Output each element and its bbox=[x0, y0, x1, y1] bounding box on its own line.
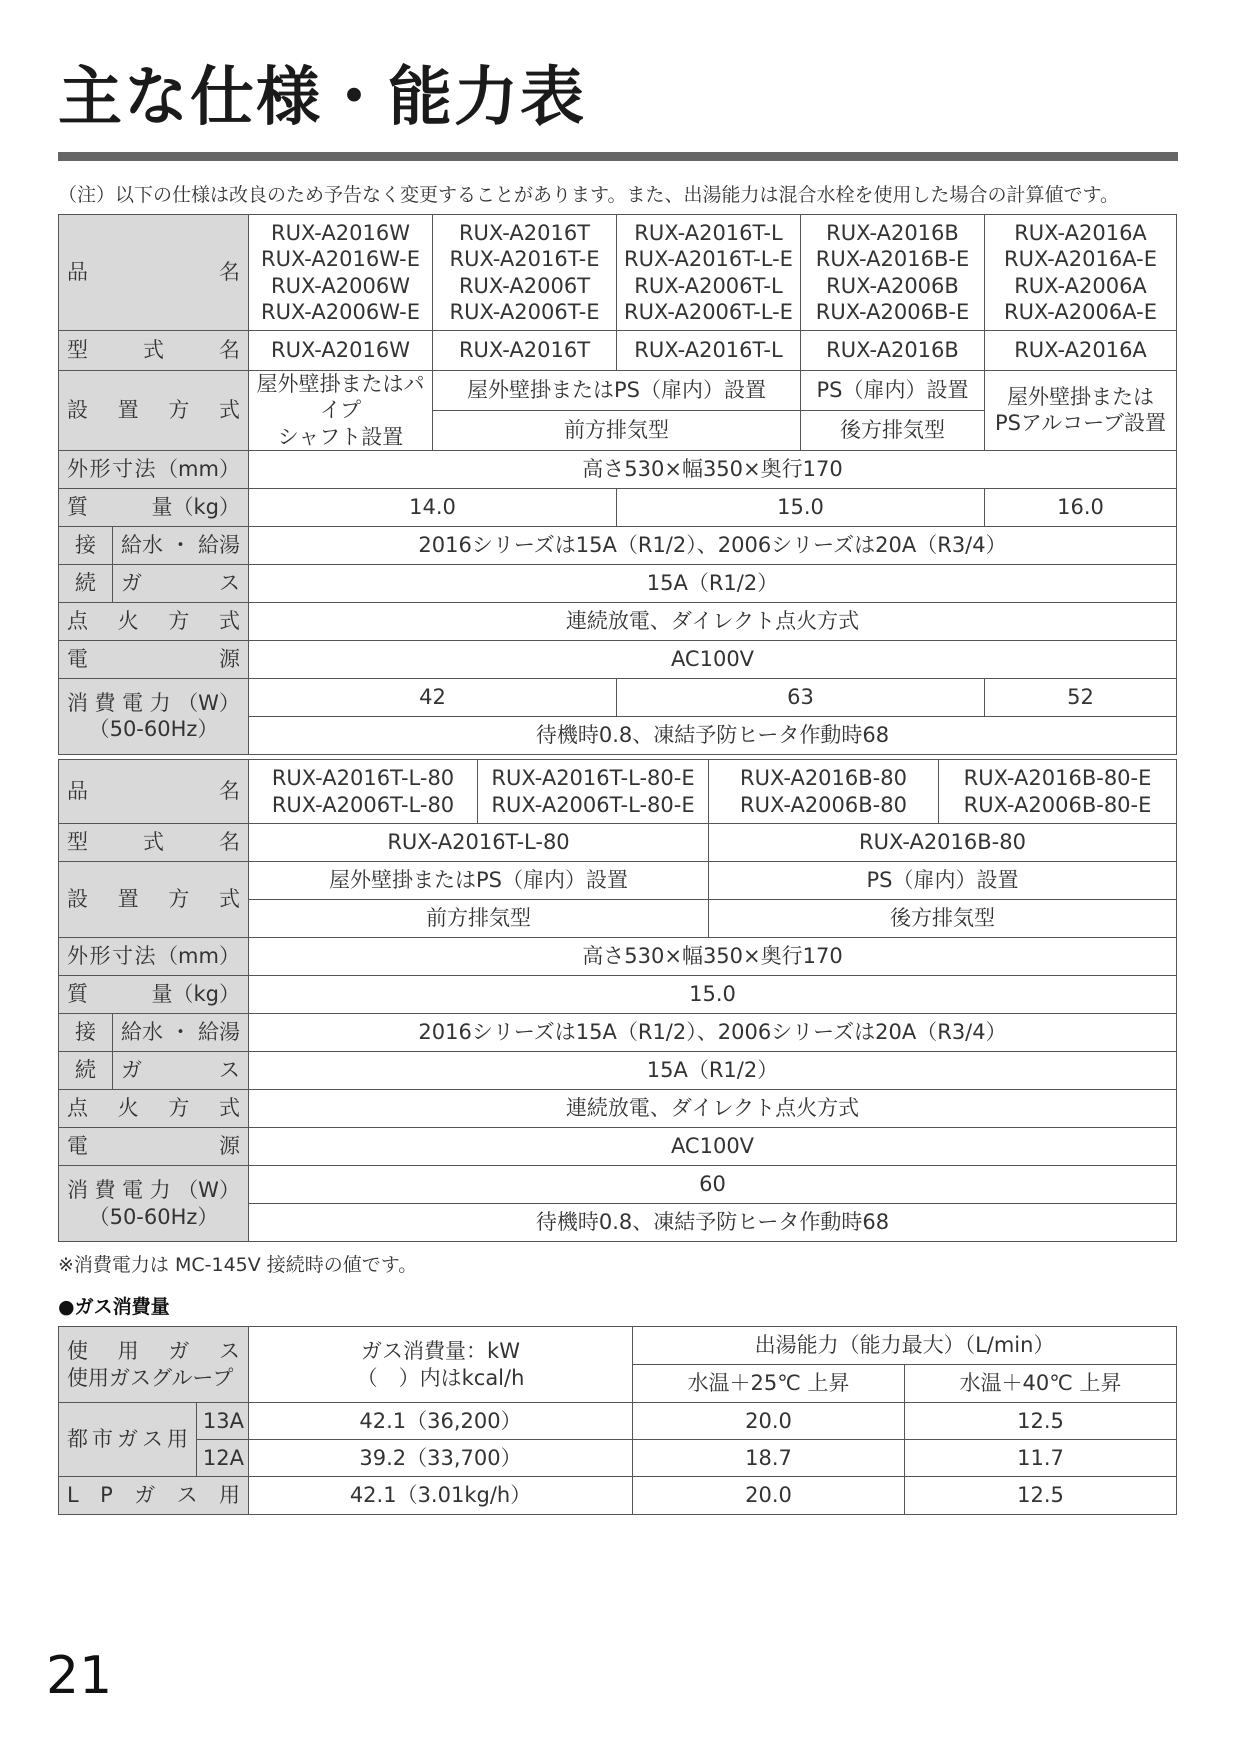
table-row bbox=[59, 1403, 1177, 1440]
dimensions: 高さ530×幅350×奥行170 bbox=[249, 938, 1177, 976]
weight: 16.0 bbox=[985, 488, 1177, 526]
ignition: 連続放電、ダイレクト点火方式 bbox=[249, 1090, 1177, 1128]
table-row bbox=[59, 488, 1177, 526]
table-row bbox=[59, 1327, 1177, 1365]
capacity-40: 11.7 bbox=[905, 1440, 1177, 1477]
label-katashiki: 型 式 名 bbox=[59, 824, 249, 862]
spec-table-main bbox=[58, 214, 1177, 755]
table-row bbox=[59, 678, 1177, 716]
weight: 14.0 bbox=[249, 488, 617, 526]
footnote: ※消費電力は MC-145V 接続時の値です。 bbox=[58, 1254, 418, 1276]
label-gas: ガ ス bbox=[113, 564, 249, 602]
title-rule bbox=[58, 152, 1178, 161]
label-sunpo: 外 形 寸 法 （mm） bbox=[59, 938, 249, 976]
label-toshi-gas: 都 市 ガ ス 用 bbox=[59, 1403, 197, 1477]
exhaust-rear: 後方排気型 bbox=[801, 410, 985, 450]
install-b: PS（扉内）設置 bbox=[801, 371, 985, 411]
label-setchi: 設 置 方 式 bbox=[59, 862, 249, 938]
capacity-25: 20.0 bbox=[633, 1403, 905, 1440]
table-row bbox=[59, 976, 1177, 1014]
spec-table-80 bbox=[58, 759, 1177, 1242]
table-row bbox=[59, 1166, 1177, 1204]
spec-note: （注）以下の仕様は改良のため予告なく変更することがあります。また、出湯能力は混合水栓を使用した場合の計算値です。 bbox=[58, 184, 1119, 206]
table-row bbox=[59, 526, 1177, 564]
model-names: RUX-A2016T-L-80 RUX-A2006T-L-80 bbox=[249, 760, 478, 824]
label-zoku: 続 bbox=[59, 1052, 113, 1090]
model-names-t: RUX-A2016T RUX-A2016T-E RUX-A2006T RUX-A2006T-E bbox=[433, 215, 617, 331]
type-name: RUX-A2016T-L bbox=[617, 331, 801, 371]
install-method: PS（扉内）設置 bbox=[709, 862, 1177, 900]
label-sunpo: 外 形 寸 法 （mm） bbox=[59, 450, 249, 488]
exhaust-front: 前方排気型 bbox=[249, 900, 709, 938]
label-setsu: 接 bbox=[59, 526, 113, 564]
water-connection: 2016シリーズは15A（R1/2）、2006シリーズは20A（R3/4） bbox=[249, 526, 1177, 564]
exhaust-front: 前方排気型 bbox=[433, 410, 801, 450]
install-w: 屋外壁掛またはパイプ シャフト設置 bbox=[249, 371, 433, 451]
install-a: 屋外壁掛または PSアルコーブ設置 bbox=[985, 371, 1177, 451]
gas-kw: 42.1（36,200） bbox=[249, 1403, 633, 1440]
install-t: 屋外壁掛またはPS（扉内）設置 bbox=[433, 371, 801, 411]
model-names: RUX-A2016B-80-E RUX-A2006B-80-E bbox=[939, 760, 1177, 824]
type-name: RUX-A2016B-80 bbox=[709, 824, 1177, 862]
table-row bbox=[59, 760, 1177, 824]
table-row bbox=[59, 1052, 1177, 1090]
table-row bbox=[59, 862, 1177, 900]
dimensions: 高さ530×幅350×奥行170 bbox=[249, 450, 1177, 488]
table-row bbox=[59, 371, 1177, 411]
weight: 15.0 bbox=[617, 488, 985, 526]
weight: 15.0 bbox=[249, 976, 1177, 1014]
table-row bbox=[59, 1477, 1177, 1515]
model-names-a: RUX-A2016A RUX-A2016A-E RUX-A2006A RUX-A2006A-E bbox=[985, 215, 1177, 331]
label-gas: ガ ス bbox=[113, 1052, 249, 1090]
capacity-40: 12.5 bbox=[905, 1403, 1177, 1440]
power-source: AC100V bbox=[249, 640, 1177, 678]
table-row bbox=[59, 331, 1177, 371]
model-names: RUX-A2016B-80 RUX-A2006B-80 bbox=[709, 760, 939, 824]
head-25: 水温＋25℃ 上昇 bbox=[633, 1365, 905, 1403]
gas-connection: 15A（R1/2） bbox=[249, 1052, 1177, 1090]
power-consumption: 60 bbox=[249, 1166, 1177, 1204]
model-names-b: RUX-A2016B RUX-A2016B-E RUX-A2006B RUX-A2006B-E bbox=[801, 215, 985, 331]
label-kyusui: 給水 ・ 給湯 bbox=[113, 526, 249, 564]
head-40: 水温＋40℃ 上昇 bbox=[905, 1365, 1177, 1403]
standby-power: 待機時0.8、凍結予防ヒータ作動時68 bbox=[249, 716, 1177, 754]
label-shohi: 消 費 電 力 （W） （50-60Hz） bbox=[59, 678, 249, 754]
standby-power: 待機時0.8、凍結予防ヒータ作動時68 bbox=[249, 1204, 1177, 1242]
head-consumption: ガス消費量：kW （ ）内はkcal/h bbox=[249, 1327, 633, 1403]
table-row bbox=[59, 602, 1177, 640]
label-setchi: 設 置 方 式 bbox=[59, 371, 249, 451]
type-name: RUX-A2016A bbox=[985, 331, 1177, 371]
label-lp-gas: L P ガ ス 用 bbox=[59, 1477, 249, 1515]
capacity-40: 12.5 bbox=[905, 1477, 1177, 1515]
power-consumption: 52 bbox=[985, 678, 1177, 716]
table-row bbox=[59, 215, 1177, 331]
power-source: AC100V bbox=[249, 1128, 1177, 1166]
gas-kw: 42.1（3.01kg/h） bbox=[249, 1477, 633, 1515]
label-setsu: 接 bbox=[59, 1014, 113, 1052]
exhaust-rear: 後方排気型 bbox=[709, 900, 1177, 938]
table-row bbox=[59, 450, 1177, 488]
label-gas-type: 使 用 ガ ス 使用ガスグループ bbox=[59, 1327, 249, 1403]
label-shitsuryo: 質 量（kg） bbox=[59, 488, 249, 526]
label-zoku: 続 bbox=[59, 564, 113, 602]
label-dengen: 電 源 bbox=[59, 640, 249, 678]
gas-consumption-table bbox=[58, 1326, 1177, 1515]
label-tenka: 点 火 方 式 bbox=[59, 1090, 249, 1128]
table-row bbox=[59, 1128, 1177, 1166]
gas-group-12a: 12A bbox=[197, 1440, 249, 1477]
model-names: RUX-A2016T-L-80-E RUX-A2006T-L-80-E bbox=[478, 760, 709, 824]
power-consumption: 63 bbox=[617, 678, 985, 716]
ignition: 連続放電、ダイレクト点火方式 bbox=[249, 602, 1177, 640]
label-hinmei: 品 名 bbox=[59, 215, 249, 331]
gas-connection: 15A（R1/2） bbox=[249, 564, 1177, 602]
type-name: RUX-A2016T bbox=[433, 331, 617, 371]
capacity-25: 20.0 bbox=[633, 1477, 905, 1515]
gas-kw: 39.2（33,700） bbox=[249, 1440, 633, 1477]
label-shohi: 消 費 電 力 （W） （50-60Hz） bbox=[59, 1166, 249, 1242]
label-dengen: 電 源 bbox=[59, 1128, 249, 1166]
capacity-25: 18.7 bbox=[633, 1440, 905, 1477]
table-row bbox=[59, 938, 1177, 976]
gas-section-title: ●ガス消費量 bbox=[58, 1296, 170, 1318]
page-title: 主な仕様・能力表 bbox=[58, 61, 586, 135]
table-row bbox=[59, 564, 1177, 602]
type-name: RUX-A2016B bbox=[801, 331, 985, 371]
type-name: RUX-A2016T-L-80 bbox=[249, 824, 709, 862]
label-tenka: 点 火 方 式 bbox=[59, 602, 249, 640]
label-katashiki: 型 式 名 bbox=[59, 331, 249, 371]
table-row bbox=[59, 1014, 1177, 1052]
table-row bbox=[59, 1440, 1177, 1477]
table-row bbox=[59, 1090, 1177, 1128]
water-connection: 2016シリーズは15A（R1/2）、2006シリーズは20A（R3/4） bbox=[249, 1014, 1177, 1052]
table-row bbox=[59, 640, 1177, 678]
label-hinmei: 品 名 bbox=[59, 760, 249, 824]
label-shitsuryo: 質 量（kg） bbox=[59, 976, 249, 1014]
model-names-w: RUX-A2016W RUX-A2016W-E RUX-A2006W RUX-A2006W-E bbox=[249, 215, 433, 331]
gas-group-13a: 13A bbox=[197, 1403, 249, 1440]
power-consumption: 42 bbox=[249, 678, 617, 716]
page-number: 21 bbox=[46, 1646, 113, 1706]
model-names-tl: RUX-A2016T-L RUX-A2016T-L-E RUX-A2006T-L RUX-A2006T-L-E bbox=[617, 215, 801, 331]
head-capacity: 出湯能力（能力最大）（L/min） bbox=[633, 1327, 1177, 1365]
table-row bbox=[59, 824, 1177, 862]
install-method: 屋外壁掛またはPS（扉内）設置 bbox=[249, 862, 709, 900]
label-kyusui: 給水 ・ 給湯 bbox=[113, 1014, 249, 1052]
type-name: RUX-A2016W bbox=[249, 331, 433, 371]
